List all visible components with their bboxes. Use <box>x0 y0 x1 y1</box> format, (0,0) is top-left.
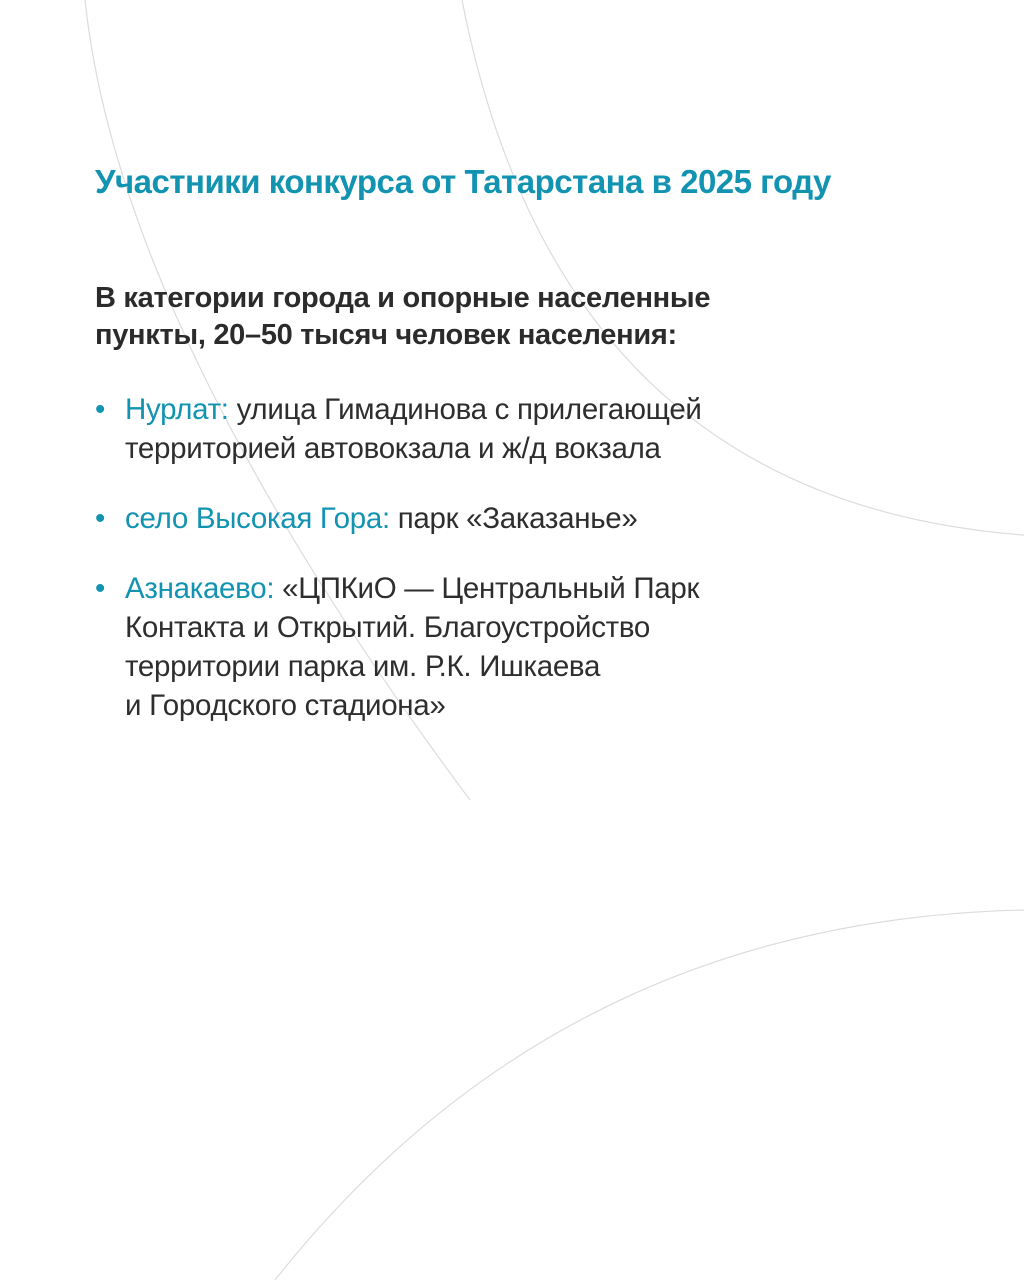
list-item <box>95 390 702 468</box>
bullet-icon: • <box>95 502 106 535</box>
list-item <box>95 499 702 538</box>
project-description: улица Гимадинова с прилегающей <box>228 393 702 426</box>
project-description: территории парка им. Р.К. Ишкаева <box>125 650 601 683</box>
place-name: Нурлат: <box>125 393 229 426</box>
project-description: парк «Заказанье» <box>389 502 638 535</box>
place-name: Азнакаево: <box>125 572 275 605</box>
page-title: Участники конкурса от Татарстана в 2025 году <box>95 163 831 200</box>
project-description: территорией автовокзала и ж/д вокзала <box>125 432 661 465</box>
participants-list <box>95 390 702 756</box>
project-description: и Городского стадиона» <box>125 689 446 722</box>
bullet-icon: • <box>95 393 106 426</box>
arc-bottom <box>275 910 1024 1280</box>
project-description: Контакта и Открытий. Благоустройство <box>125 611 651 644</box>
heading-line: В категории города и опорные населенные <box>95 282 711 314</box>
category-heading <box>95 280 710 354</box>
heading-line: пункты, 20–50 тысяч человек населения: <box>95 319 677 351</box>
project-description: «ЦПКиО — Центральный Парк <box>274 572 700 605</box>
place-name: село Высокая Гора: <box>125 502 390 535</box>
list-item <box>95 569 702 725</box>
bullet-icon: • <box>95 572 106 605</box>
